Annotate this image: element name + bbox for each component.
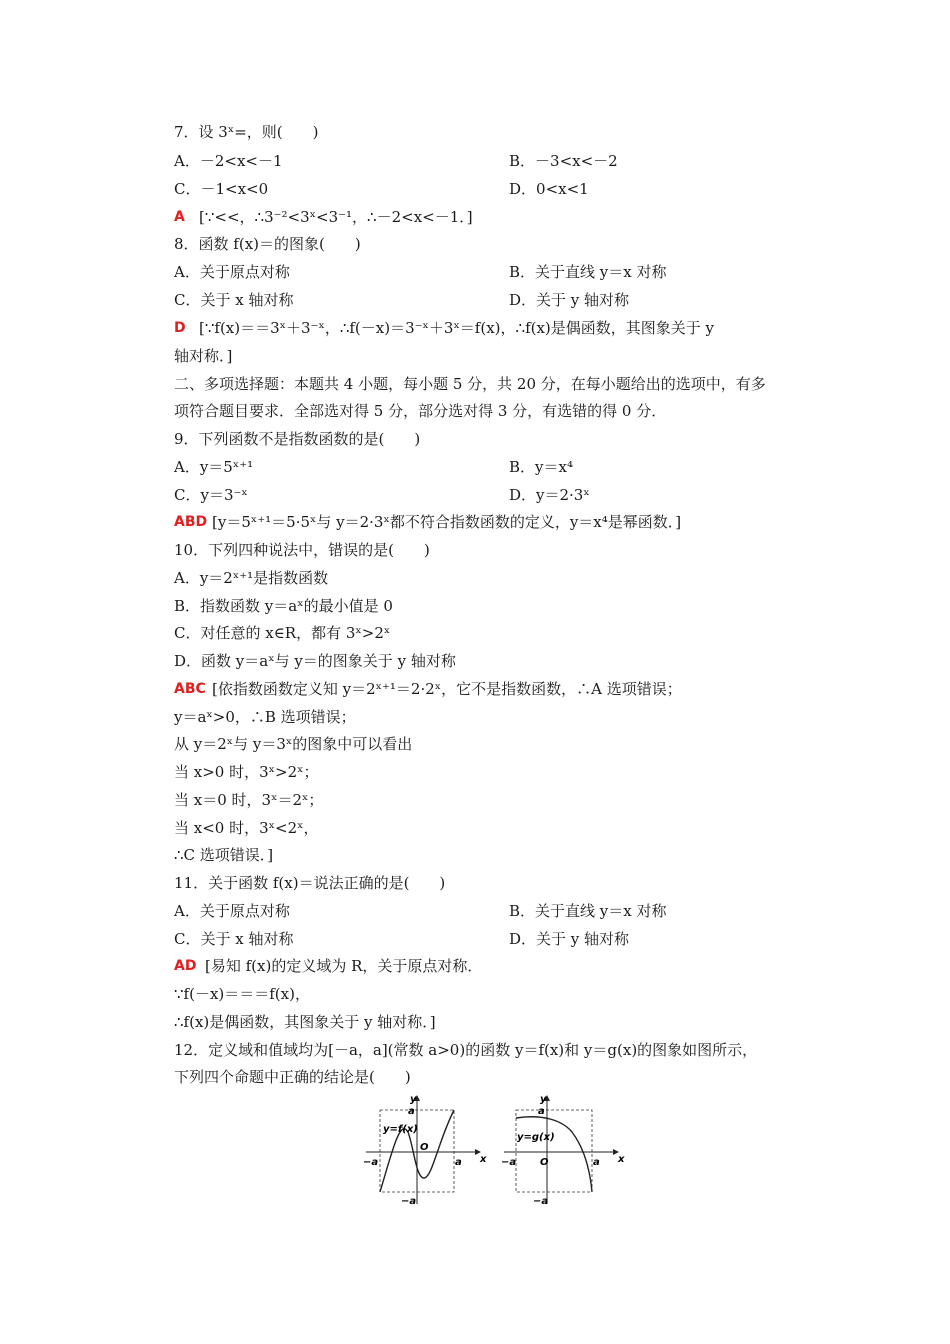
answer-key: AD xyxy=(174,958,197,974)
text-line: A．关于原点对称 xyxy=(174,902,290,920)
text-line: ∵f(－x)＝＝＝f(x)， xyxy=(174,985,310,1003)
a-label-top: a xyxy=(538,1106,545,1117)
text-line: D．y＝2·3ˣ xyxy=(509,486,590,504)
text-line: 二、多项选择题：本题共 4 小题，每小题 5 分，共 20 分，在每小题给出的选项中，有多 xyxy=(174,375,766,393)
neg-a-label-bottom: −a xyxy=(401,1196,417,1207)
text-line: 当 x＝0 时，3ˣ＝2ˣ； xyxy=(174,791,324,809)
y-axis-label: y xyxy=(410,1094,417,1105)
origin-label: O xyxy=(420,1142,429,1153)
function-label: y=g(x) xyxy=(517,1132,555,1143)
text-line: 10．下列四种说法中，错误的是( ) xyxy=(174,541,430,559)
text-line: [易知 f(x)的定义域为 R，关于原点对称． xyxy=(205,957,483,975)
text-line: A．关于原点对称 xyxy=(174,263,290,281)
function-label: y=f(x) xyxy=(383,1124,418,1135)
text-line: D．关于 y 轴对称 xyxy=(509,291,630,309)
text-line: [∵f(x)＝＝3ˣ＋3⁻ˣ，∴f(－x)＝3⁻ˣ＋3ˣ＝f(x)，∴f(x)是偶函数，其图象关于 y xyxy=(199,319,715,337)
text-line: [y＝5ˣ⁺¹＝5·5ˣ与 y＝2·3ˣ都不符合指数函数的定义，y＝x⁴是幂函数．] xyxy=(212,513,682,531)
text-line: [∵<<，∴3⁻²<3ˣ<3⁻¹，∴－2<x<－1．] xyxy=(199,208,473,226)
text-line: C．关于 x 轴对称 xyxy=(174,930,294,948)
text-line: 7．设 3ˣ=，则( ) xyxy=(174,123,319,141)
text-line: 9．下列函数不是指数函数的是( ) xyxy=(174,430,421,448)
a-label-top: a xyxy=(408,1106,415,1117)
text-line: 11．关于函数 f(x)＝说法正确的是( ) xyxy=(174,874,446,892)
text-line: y＝aˣ>0，∴B 选项错误； xyxy=(174,708,356,726)
text-line: B．－3<x<－2 xyxy=(509,152,618,170)
figure-f-graph xyxy=(362,1092,492,1214)
neg-a-label-bottom: −a xyxy=(533,1196,549,1207)
a-label-right: a xyxy=(455,1157,462,1168)
text-line: 当 x>0 时，3ˣ>2ˣ； xyxy=(174,763,319,781)
y-axis-label: y xyxy=(540,1094,547,1105)
text-line: C．－1<x<0 xyxy=(174,180,269,198)
text-line: 当 x<0 时，3ˣ<2ˣ， xyxy=(174,819,319,837)
text-line: B．y＝x⁴ xyxy=(509,458,573,476)
text-line: D．0<x<1 xyxy=(509,180,589,198)
text-line: C．y＝3⁻ˣ xyxy=(174,486,248,504)
text-line: A．y＝5ˣ⁺¹ xyxy=(174,458,254,476)
answer-key: D xyxy=(174,320,186,336)
origin-label: O xyxy=(540,1157,549,1168)
neg-a-label-left: −a xyxy=(363,1157,379,1168)
text-line: 从 y＝2ˣ与 y＝3ˣ的图象中可以看出 xyxy=(174,735,413,753)
answer-key: A xyxy=(174,209,185,225)
answer-key: ABD xyxy=(174,514,208,530)
text-line: B．指数函数 y＝aˣ的最小值是 0 xyxy=(174,597,393,615)
text-line: B．关于直线 y＝x 对称 xyxy=(509,902,667,920)
answer-key: ABC xyxy=(174,681,206,697)
text-line: A．y＝2ˣ⁺¹是指数函数 xyxy=(174,569,329,587)
x-axis-label: x xyxy=(618,1154,625,1165)
text-line: 下列四个命题中正确的结论是( ) xyxy=(174,1068,411,1086)
text-line: C．对任意的 x∈R，都有 3ˣ>2ˣ xyxy=(174,624,391,642)
text-line: 项符合题目要求．全部选对得 5 分，部分选对得 3 分，有选错的得 0 分． xyxy=(174,402,667,420)
text-line: 轴对称．] xyxy=(174,347,233,365)
text-line: A．－2<x<－1 xyxy=(174,152,283,170)
text-line: B．关于直线 y＝x 对称 xyxy=(509,263,667,281)
text-line: 12．定义域和值域均为[－a，a](常数 a>0)的函数 y＝f(x)和 y＝g(x)的图象如图所示， xyxy=(174,1041,758,1059)
text-line: ∴C 选项错误．] xyxy=(174,846,274,864)
text-line: 8．函数 f(x)＝的图象( ) xyxy=(174,235,361,253)
x-axis-label: x xyxy=(480,1154,487,1165)
text-line: ∴f(x)是偶函数，其图象关于 y 轴对称．] xyxy=(174,1013,436,1031)
a-label-right: a xyxy=(593,1157,600,1168)
figure-g-graph xyxy=(500,1092,630,1214)
text-line: [依指数函数定义知 y＝2ˣ⁺¹＝2·2ˣ，它不是指数函数，∴A 选项错误； xyxy=(212,680,682,698)
neg-a-label-left: −a xyxy=(501,1157,517,1168)
text-line: D．关于 y 轴对称 xyxy=(509,930,630,948)
text-line: D．函数 y＝aˣ与 y＝的图象关于 y 轴对称 xyxy=(174,652,456,670)
text-line: C．关于 x 轴对称 xyxy=(174,291,294,309)
